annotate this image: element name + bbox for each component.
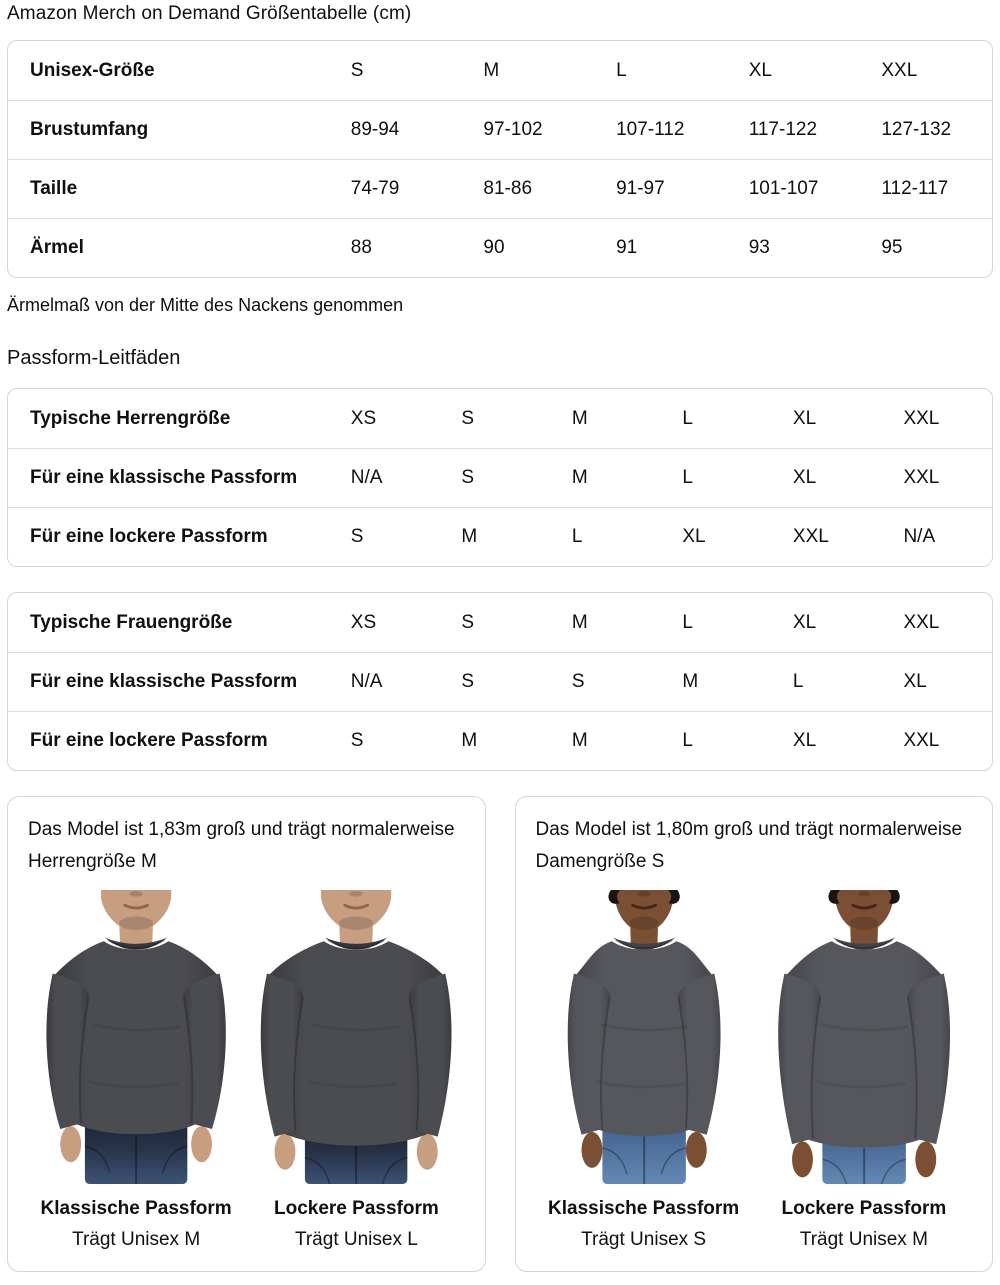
cell-value: L (682, 407, 693, 429)
cell-value: M (483, 59, 500, 81)
table-row (8, 159, 992, 218)
row-label: Typische Frauengröße (30, 611, 233, 633)
cell-value: M (461, 730, 478, 751)
cell-value: M (682, 671, 699, 692)
row-label: Für eine lockere Passform (30, 730, 268, 751)
sleeve-measure-note: Ärmelmaß von der Mitte des Nackens genommen (7, 295, 404, 315)
row-label: Für eine klassische Passform (30, 671, 298, 692)
cell-value: 97-102 (483, 119, 543, 140)
cell-value: 112-117 (881, 178, 949, 199)
cell-value: 101-107 (748, 178, 819, 199)
model-figure (248, 890, 464, 1251)
cell-value: 95 (881, 237, 903, 258)
cell-value: L (792, 671, 804, 692)
table-row (8, 389, 992, 448)
cell-value: 107-112 (616, 119, 685, 140)
model-figure (756, 890, 972, 1251)
cell-value: 117-122 (748, 119, 818, 140)
size-worn-label: Trägt Unisex M (72, 1229, 201, 1251)
cell-value: S (350, 526, 364, 547)
row-label: Ärmel (30, 237, 84, 258)
cell-value: 89-94 (350, 119, 400, 140)
cell-value: L (682, 467, 693, 488)
page-title: Amazon Merch on Demand Größentabelle (cm) (7, 3, 412, 24)
cell-value: 90 (483, 237, 505, 258)
cell-value: N/A (350, 671, 383, 692)
cell-value: N/A (350, 467, 383, 488)
figures (28, 890, 465, 1251)
cell-value: S (571, 671, 585, 692)
fit-guides-heading: Passform-Leitfäden (7, 347, 181, 369)
cell-value: XL (792, 467, 817, 488)
cell-value: M (571, 611, 588, 633)
table-row (8, 593, 992, 652)
cell-value: XXL (903, 730, 940, 751)
size-worn-label: Trägt Unisex S (581, 1229, 707, 1251)
cell-value: XL (792, 730, 817, 751)
cell-value: L (682, 730, 693, 751)
cell-value: 74-79 (350, 178, 400, 199)
row-label: Taille (30, 178, 78, 199)
cell-value: L (571, 526, 583, 547)
cell-value: M (571, 467, 588, 488)
cell-value: S (461, 467, 474, 488)
cell-value: XXL (903, 467, 940, 488)
row-label: Für eine lockere Passform (30, 526, 268, 547)
cell-value: S (350, 730, 364, 751)
model-figure (28, 890, 244, 1251)
cell-value: XL (682, 526, 706, 547)
womens-fit-table (7, 592, 993, 771)
model-cards (7, 796, 993, 1272)
cell-value: S (461, 671, 474, 692)
table-row (8, 711, 992, 770)
model-card-heading: Das Model ist 1,80m groß und trägt normalerweise Damengröße S (535, 819, 963, 872)
cell-value: XXL (881, 59, 918, 81)
model-card (7, 796, 486, 1272)
cell-value: M (571, 407, 588, 429)
row-label: Für eine klassische Passform (30, 467, 298, 488)
model-photo-loose-fit (248, 890, 464, 1184)
cell-value: XS (350, 611, 377, 633)
cell-value: 91 (616, 237, 638, 258)
cell-value: 91-97 (616, 178, 665, 199)
row-label: Brustumfang (30, 119, 149, 140)
cell-value: L (682, 611, 693, 633)
table-row (8, 652, 992, 711)
cell-value: XL (792, 407, 817, 429)
cell-value: XXL (903, 407, 940, 429)
model-photo-classic-fit (28, 890, 244, 1184)
fit-label: Lockere Passform (274, 1198, 439, 1220)
table-row (8, 448, 992, 507)
cell-value: M (571, 730, 588, 751)
model-card (515, 796, 994, 1272)
cell-value: 93 (748, 237, 770, 258)
mens-fit-table (7, 388, 993, 567)
model-photo-classic-fit (536, 890, 752, 1184)
cell-value: S (461, 611, 474, 633)
cell-value: XL (748, 59, 772, 81)
table-row (8, 41, 992, 100)
cell-value: S (461, 407, 474, 429)
table-row (8, 507, 992, 566)
fit-label: Klassische Passform (40, 1198, 232, 1220)
cell-value: L (616, 59, 627, 81)
cell-value: 88 (350, 237, 372, 258)
cell-value: XL (792, 611, 817, 633)
cell-value: S (350, 59, 364, 81)
cell-value: 81-86 (483, 178, 533, 199)
size-worn-label: Trägt Unisex L (294, 1229, 418, 1251)
unisex-size-table (7, 40, 993, 278)
cell-value: N/A (903, 526, 936, 547)
figures (536, 890, 973, 1251)
cell-value: XXL (903, 611, 940, 633)
fit-label: Klassische Passform (548, 1198, 740, 1220)
model-photo-loose-fit (756, 890, 972, 1184)
row-label: Typische Herrengröße (30, 407, 231, 429)
row-label: Unisex-Größe (30, 59, 155, 81)
cell-value: 127-132 (881, 119, 952, 140)
fit-label: Lockere Passform (781, 1198, 947, 1220)
model-card-heading: Das Model ist 1,83m groß und trägt normalerweise Herrengröße M (28, 819, 455, 872)
size-worn-label: Trägt Unisex M (799, 1229, 928, 1251)
table-row (8, 218, 992, 277)
cell-value: M (461, 526, 478, 547)
cell-value: XS (350, 407, 377, 429)
model-figure (536, 890, 752, 1251)
cell-value: XL (903, 671, 927, 692)
table-row (8, 100, 992, 159)
cell-value: XXL (792, 526, 829, 547)
